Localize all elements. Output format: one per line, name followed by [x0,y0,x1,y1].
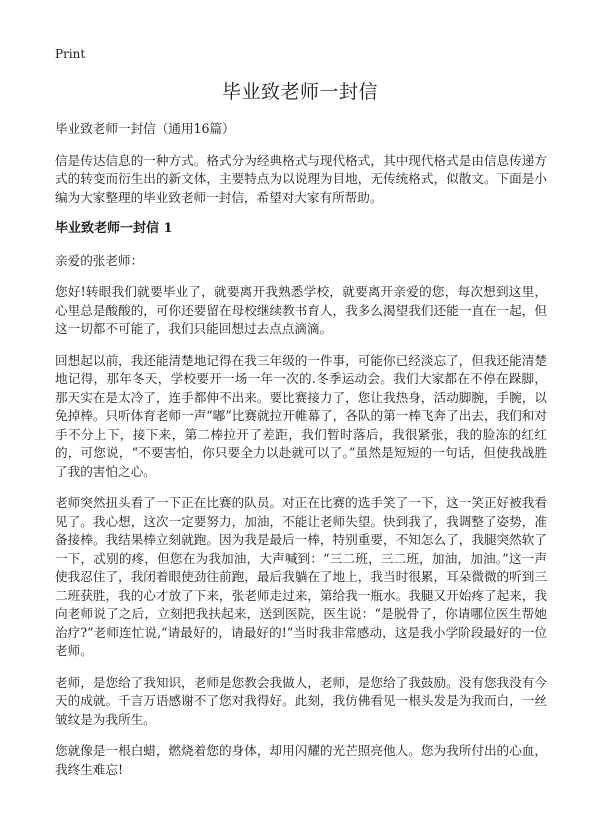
article-subtitle: 毕业致老师一封信（通用16篇） [55,121,235,136]
letter-paragraph: 老师突然扭头看了一下正在比赛的队员。对正在比赛的选手笑了一下，这一笑正好被我看见了。我心想，这次一定要努力，加油，不能让老师失望。快到我了，我调整了姿势，准备接棒。我结果棒立刻就跑。因为我是最后一棒，特别重要，不知怎么了，我腿突然软了一下，忒别的疼，但您在为我加油，大声喊到：“三二班，三二班，加油，加油。”这一声使我忍住了，我闭着眼使劲往前跑，最后我躺在了地上，我当时很累，耳朵微微的听到三二班获胜，我的心才放了下来，张老师走过来，第给我一瓶水。我腿又开始疼了起来，我向老师说了之后，立刻把我扶起来，送到医院，医生说：“是脱骨了，你请哪位医生帮她治疗?”老师连忙说,“请最好的，请最好的!”当时我非常感动，这是我小学阶段最好的一位老师。 [55,495,547,658]
intro-paragraph: 信是传达信息的一种方式。格式分为经典格式与现代格式，其中现代格式是由信息传递方式的转变而衍生出的新文体，主要特点为以说理为目地，无传统格式，似散文。下面是小编为大家整理的毕业致老师一封信，希望对大家有所帮助。 [55,152,547,205]
section-heading: 毕业致老师一封信 1 [55,221,173,236]
page-title: 毕业致老师一封信 [221,81,378,103]
letter-paragraph: 回想起以前，我还能清楚地记得在我三年级的一件事，可能你已经淡忘了，但我还能清楚地记得，那年冬天，学校要开一场一年一次的.冬季运动会。我们大家都在不停在跺脚，那天实在是太冷了，连手都伸不出来。要比赛接力了，您让我热身，活动脚腕，手腕，以免掉棒。只听体育老师一声“嘟”比赛就拉开帷幕了，各队的第一棒飞奔了出去，我们和对手不分上下，接下来，第二棒拉开了差距，我们暂时落后，我很紧张，我的脸冻的红红的，可您说，“不要害怕，你只要全力以赴就可以了。”虽然是短短的一句话，但使我战胜了我的害怕之心。 [55,352,547,479]
article-body [55,120,547,792]
letter-paragraph: 您就像是一根白蜡，燃烧着您的身体，却用闪耀的光芒照亮他人。您为我所付出的心血，我终生难忘! [55,743,547,777]
letter-paragraph: 老师，是您给了我知识，老师是您教会我做人，老师，是您给了我鼓励。没有您我没有今天的成就。千言万语感谢不了您对我得好。此刻，我仿佛看见一根头发是为我而白，一丝皱纹是为我所生。 [55,674,547,727]
letter-salutation: 亲爱的张老师： [55,252,144,268]
letter-paragraph: 您好!转眼我们就要毕业了，就要离开我熟悉学校，就要离开亲爱的您，每次想到这里，心里总是酸酸的，可你还要留在母校继续教书育人，我多么渴望我们还能一直在一起，但这一切都不可能了，我们只能回想过去点点滴滴。 [55,284,547,336]
print-link[interactable]: Print [55,47,86,61]
